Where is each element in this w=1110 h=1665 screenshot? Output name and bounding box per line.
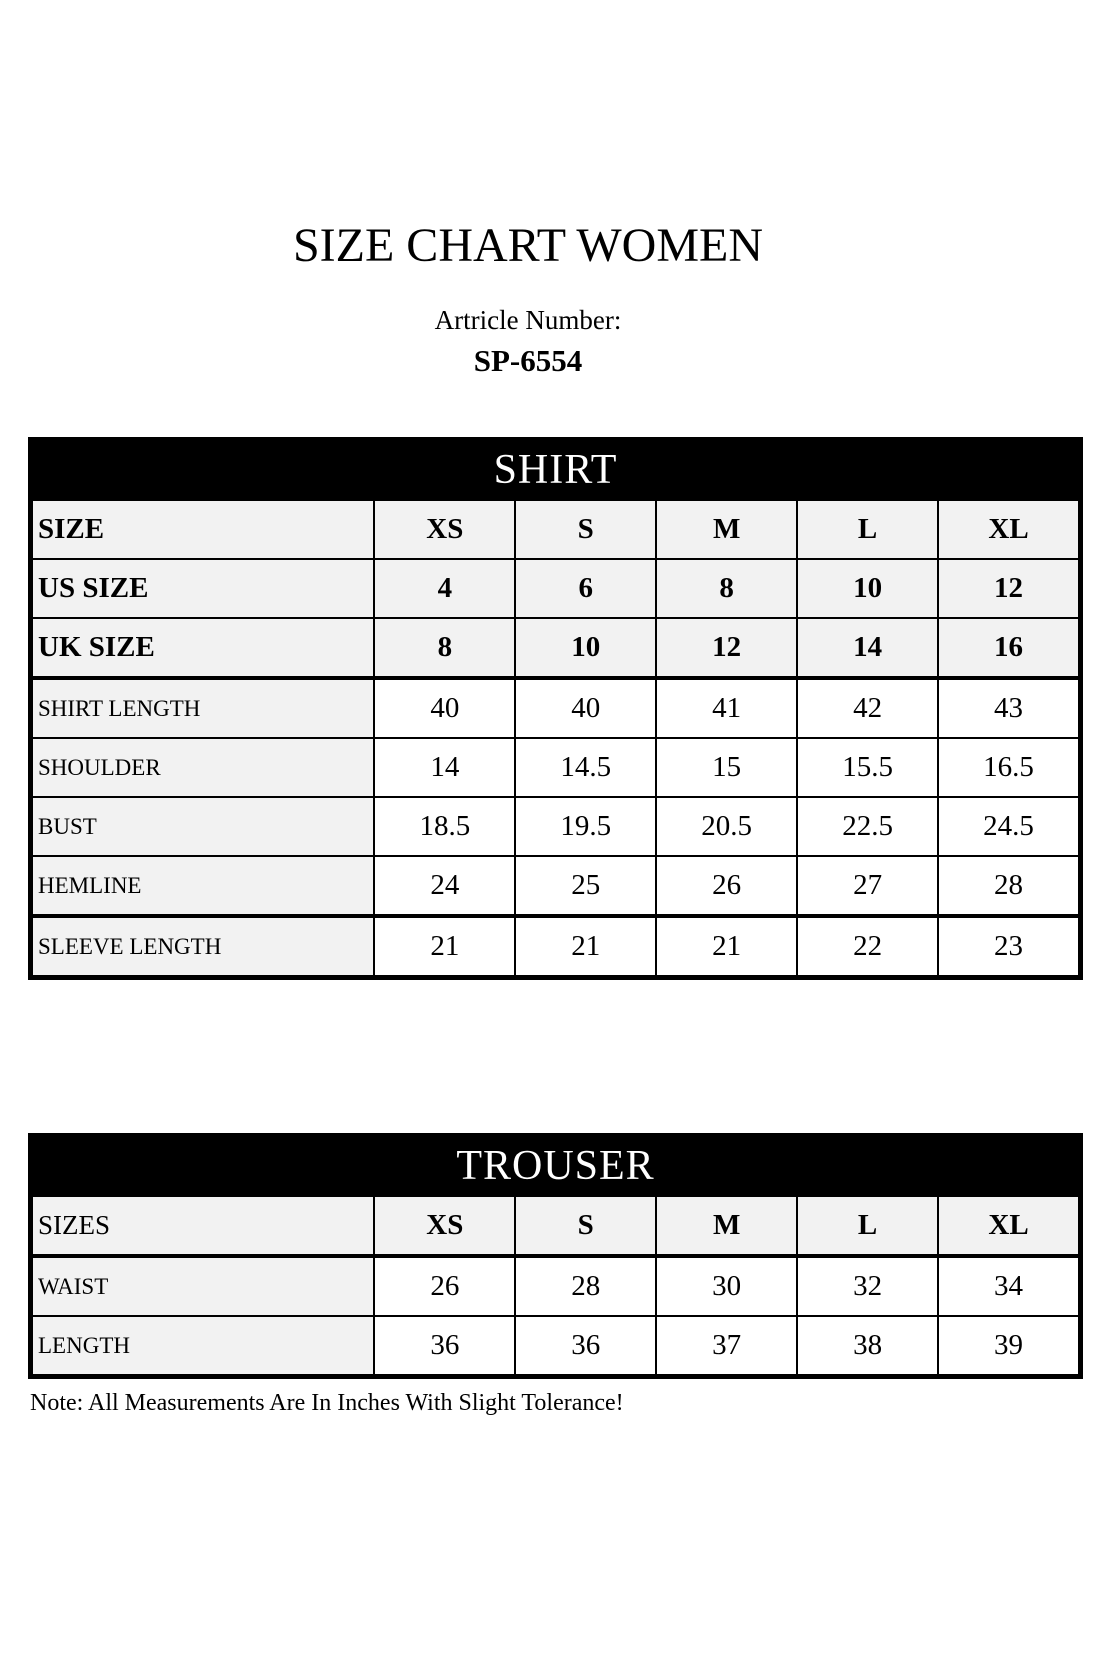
table-row-shirt-length [32,678,1079,738]
size-cell: 16 [938,618,1079,678]
measurement-cell: 37 [656,1316,797,1375]
size-cell: 8 [374,618,515,678]
shirt-table-title: SHIRT [31,440,1080,499]
measurement-cell: 40 [374,678,515,738]
size-cell: L [797,1196,938,1256]
article-number-value: SP-6554 [473,343,583,378]
measurement-cell: 40 [515,678,656,738]
shirt-table-grid [31,499,1080,977]
table-row-shoulder [32,738,1079,797]
row-label: US SIZE [32,559,374,618]
measurement-cell: 27 [797,856,938,916]
size-cell: XS [374,1196,515,1256]
measurement-cell: 15 [656,738,797,797]
table-row-us-size [32,559,1079,618]
size-cell: 8 [656,559,797,618]
table-row-hemline [32,856,1079,916]
measurement-cell: 36 [374,1316,515,1375]
measurement-cell: 23 [938,916,1079,976]
trouser-size-table [28,1133,1083,1379]
measurement-cell: 21 [374,916,515,976]
size-cell: 10 [515,618,656,678]
measurement-cell: 22.5 [797,797,938,856]
measurement-cell: 21 [515,916,656,976]
table-row-length [32,1316,1079,1375]
trouser-table-title: TROUSER [31,1136,1080,1195]
row-label: SHOULDER [32,738,374,797]
table-row-uk-size [32,618,1079,678]
measurement-cell: 30 [656,1256,797,1316]
table-row-sizes [32,1196,1079,1256]
size-cell: 6 [515,559,656,618]
measurement-cell: 16.5 [938,738,1079,797]
measurement-cell: 19.5 [515,797,656,856]
measurement-cell: 41 [656,678,797,738]
row-label: WAIST [32,1256,374,1316]
measurement-cell: 38 [797,1316,938,1375]
table-row-bust [32,797,1079,856]
row-label: HEMLINE [32,856,374,916]
measurement-cell: 26 [374,1256,515,1316]
measurement-cell: 28 [515,1256,656,1316]
size-cell: S [515,1196,656,1256]
table-row-sleeve-length [32,916,1079,976]
size-cell: 4 [374,559,515,618]
measurement-cell: 14.5 [515,738,656,797]
measurement-cell: 18.5 [374,797,515,856]
measurement-cell: 14 [374,738,515,797]
measurement-cell: 25 [515,856,656,916]
size-cell: 10 [797,559,938,618]
measurement-cell: 36 [515,1316,656,1375]
article-number-label: Artricle Number: [434,305,622,335]
measurement-cell: 20.5 [656,797,797,856]
row-label: BUST [32,797,374,856]
measurement-cell: 24 [374,856,515,916]
size-cell: M [656,500,797,559]
measurement-cell: 34 [938,1256,1079,1316]
measurement-cell: 26 [656,856,797,916]
measurement-cell: 43 [938,678,1079,738]
page-title: SIZE CHART WOMEN [292,219,763,272]
table-row-size [32,500,1079,559]
size-cell: XL [938,1196,1079,1256]
measurement-cell: 39 [938,1316,1079,1375]
shirt-size-table [28,437,1083,980]
size-cell: 14 [797,618,938,678]
measurements-note: Note: All Measurements Are In Inches With Slight Tolerance! [30,1390,624,1416]
table-row-waist [32,1256,1079,1316]
measurement-cell: 42 [797,678,938,738]
measurement-cell: 15.5 [797,738,938,797]
measurement-cell: 32 [797,1256,938,1316]
size-cell: L [797,500,938,559]
measurement-cell: 24.5 [938,797,1079,856]
row-label: SIZES [32,1196,374,1256]
size-cell: S [515,500,656,559]
size-cell: M [656,1196,797,1256]
trouser-table-grid [31,1195,1080,1376]
measurement-cell: 22 [797,916,938,976]
size-cell: XL [938,500,1079,559]
row-label: LENGTH [32,1316,374,1375]
measurement-cell: 21 [656,916,797,976]
row-label: UK SIZE [32,618,374,678]
row-label: SLEEVE LENGTH [32,916,374,976]
size-cell: XS [374,500,515,559]
size-cell: 12 [656,618,797,678]
size-cell: 12 [938,559,1079,618]
row-label: SIZE [32,500,374,559]
row-label: SHIRT LENGTH [32,678,374,738]
measurement-cell: 28 [938,856,1079,916]
